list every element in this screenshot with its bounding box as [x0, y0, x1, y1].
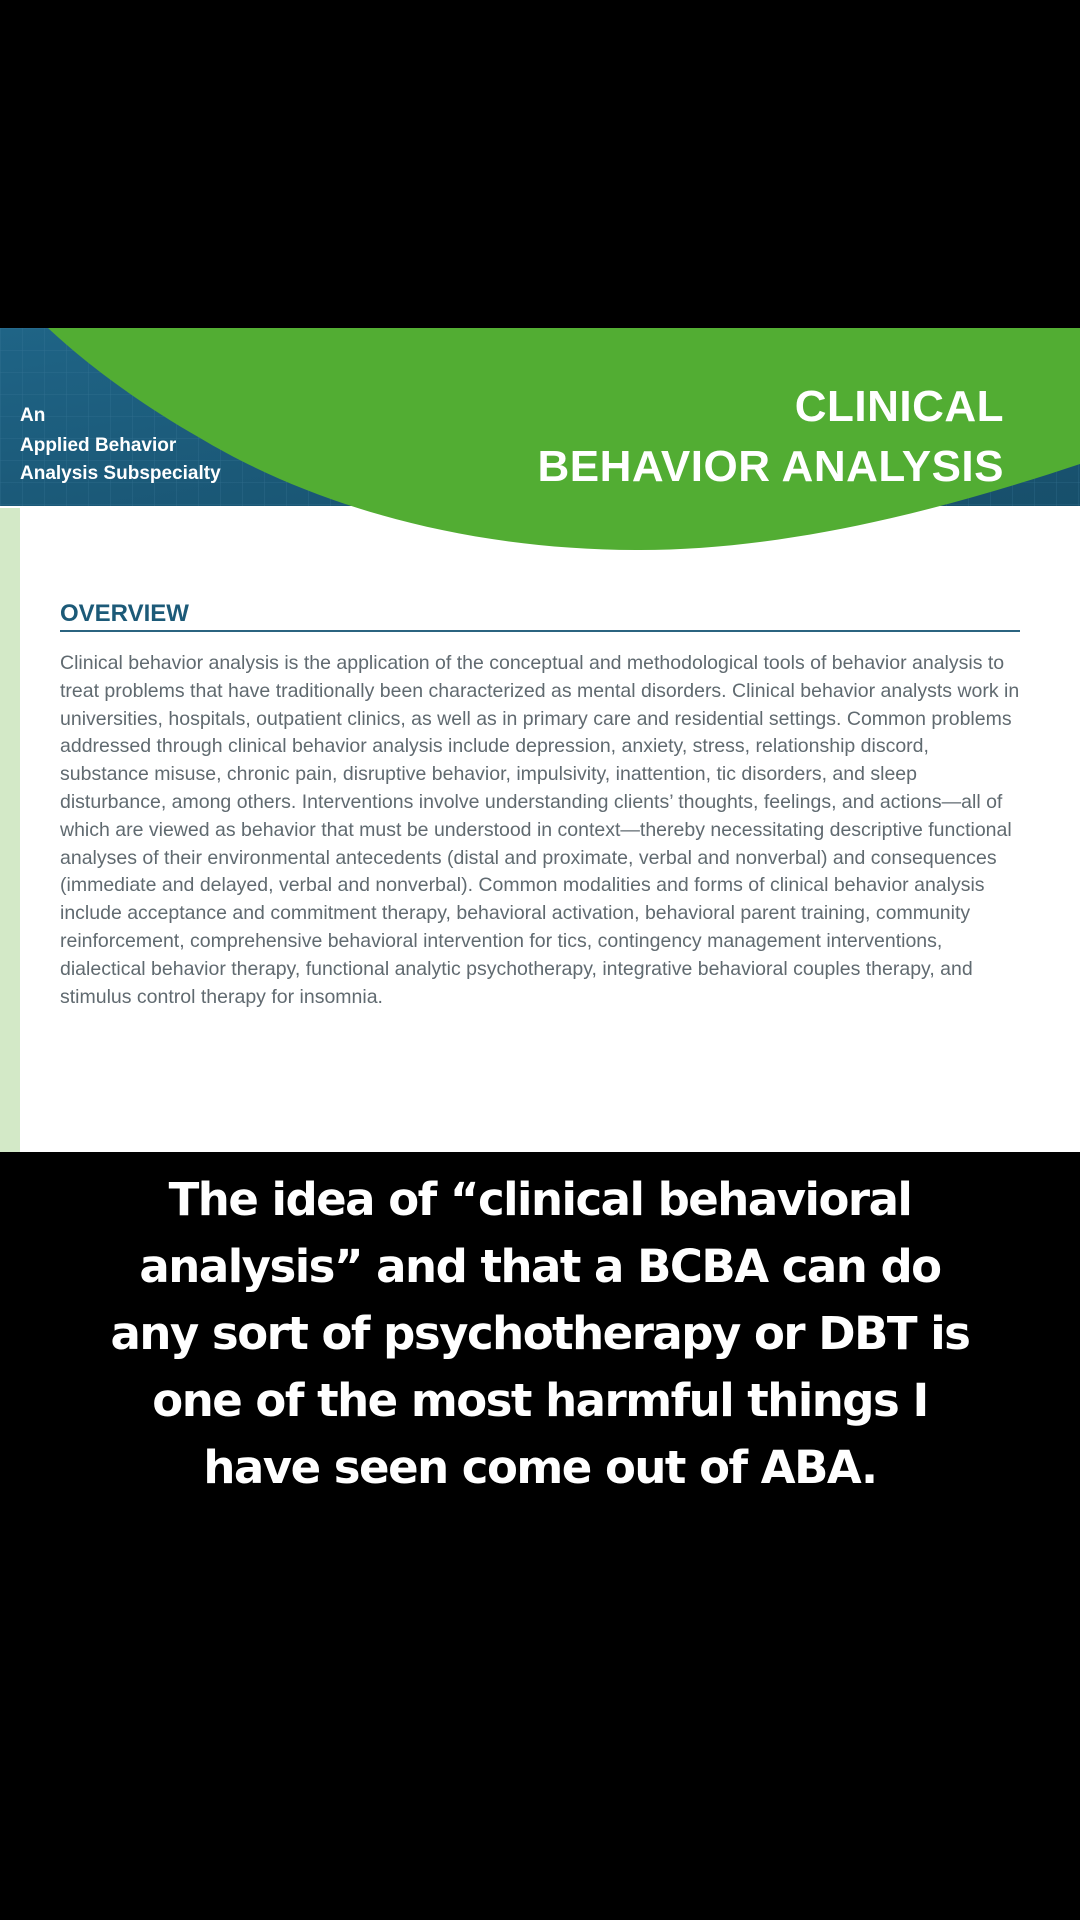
document-side-strip — [0, 508, 20, 1152]
document-header-banner — [0, 328, 1080, 556]
header-subtitle-line-3: Analysis Subspecialty — [20, 463, 221, 484]
overview-divider — [60, 630, 1020, 632]
header-subtitle-line-2: Applied Behavior — [20, 435, 177, 456]
banner-green-wave — [48, 328, 1080, 550]
header-title-line-1: CLINICAL — [794, 382, 1004, 431]
header-subtitle-line-1: An — [20, 405, 46, 426]
video-caption: The idea of “clinical behavioral analysis” and that a BCBA can do any sort of psychotherapy or DBT is one of the most harmful things I have seen come out of ABA. — [110, 1173, 970, 1494]
header-title-line-2: BEHAVIOR ANALYSIS — [537, 442, 1004, 491]
overview-paragraph: Clinical behavior analysis is the application of the conceptual and methodological tools of behavior analysis to treat problems that have traditionally been characterized as mental disorders. Clinical behavior analysts work in universities, hospitals, outpatient clinics, as well as in primary care and residential settings. Common problems addressed through clinical behavior analysis include depression, anxiety, stress, relationship discord, substance misuse, chronic pain, disruptive behavior, impulsivity, inattention, tic disorders, and sleep disturbance, among others. Interventions involve understanding clients’ thoughts, feelings, and actions—all of which are viewed as behavior that must be understood in context—thereby necessitating descriptive functional analyses of their environmental antecedents (distal and proximate, verbal and nonverbal) and consequences (immediate and delayed, verbal and nonverbal). Common modalities and forms of clinical behavior analysis include acceptance and commitment therapy, behavioral activation, behavioral parent training, community reinforcement, comprehensive behavioral intervention for tics, contingency management interventions, dialectical behavior therapy, functional analytic psychotherapy, integrative behavioral couples therapy, and stimulus control therapy for insomnia. — [60, 652, 1020, 1008]
overview-heading: OVERVIEW — [60, 600, 189, 627]
document-screenshot — [0, 328, 1080, 1152]
